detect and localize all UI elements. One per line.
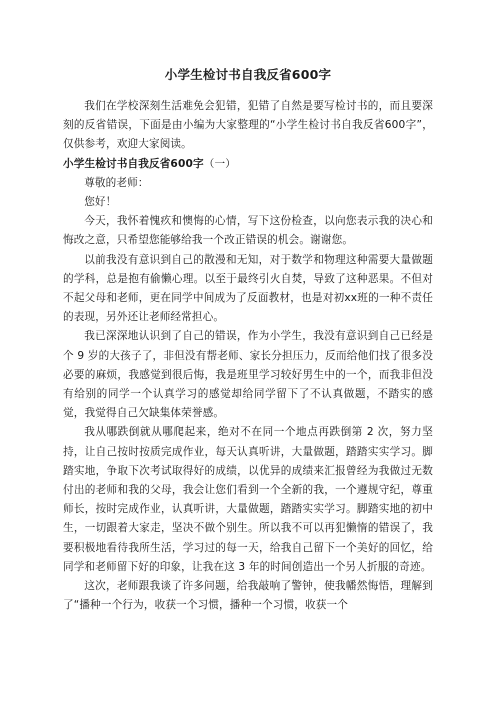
greeting: 您好！ <box>84 196 117 209</box>
body-paragraph: 这次，老师跟我谈了许多问题，给我敲响了警钟，使我幡然悔悟，理解到了“播种一个行为，收获一个习惯，播种一个习惯，收获一个 <box>63 580 433 612</box>
section-heading <box>63 155 433 174</box>
intro-paragraph: 我们在学校深刻生活难免会犯错，犯错了自然是要写检讨书的，而且要深刻的反省错误，下面是由小编为大家整理的“小学生检讨书自我反省600字”，仅供参考，欢迎大家阅读。 <box>63 100 433 151</box>
body-paragraph: 以前我没有意识到自己的散漫和无知，对于数学和物理这种需要大量做题的学科，总是抱有偷懒心理。以至于最终引火自焚，导致了这种恶果。不但对不起父母和老师，更在同学中间成为了反面教材，也是对初xx班的一种不责任的表现，另外还让老师经常担心。 <box>63 253 433 324</box>
body-paragraph: 今天，我怀着愧疚和懊悔的心情，写下这份检查，以向您表示我的决心和悔改之意，只希望您能够给我一个改正错误的机会。谢谢您。 <box>63 215 433 247</box>
section-heading-suffix: （一） <box>203 157 236 170</box>
body-paragraph: 我从哪跌倒就从哪爬起来，绝对不在同一个地点再跌倒第 2 次，努力坚持，让自己按时按质完成作业，每天认真听讲，大量做题，踏踏实实学习。脚踏实地，争取下次考试取得好的成绩，以优异的成绩来汇报曾经为我做过无数付出的老师和我的父母，我会让您们看到一个全新的我，一个遵规守纪，尊重师长，按时完成作业，认真听讲，大量做题，踏踏实实学习。脚踏实地的初中生，一切跟着大家走，坚决不做个别生。所以我不可以再犯懒惰的错误了，我要积极地看待我所生活，学习过的每一天，给我自己留下一个美好的回忆，给同学和老师留下好的印象，让我在这 3 年的时间创造出一个另人折服的奇迹。 <box>63 426 433 573</box>
document-title: 小学生检讨书自我反省600字 <box>164 67 332 82</box>
section-heading-text: 小学生检讨书自我反省600字 <box>63 157 204 170</box>
salutation: 尊敬的老师： <box>84 176 149 189</box>
body-paragraph: 我已深深地认识到了自己的错误，作为小学生，我没有意识到自己已经是个 9 岁的大孩子了，非但没有帮老师、家长分担压力，反而给他们找了很多没必要的麻烦，我感觉到很后悔，我是班里学习较好男生中的一个，而我非但没有给别的同学一个认真学习的感觉却给同学留下了不认真做题，不踏实的感觉，我觉得自己欠缺集体荣誉感。 <box>63 330 433 420</box>
